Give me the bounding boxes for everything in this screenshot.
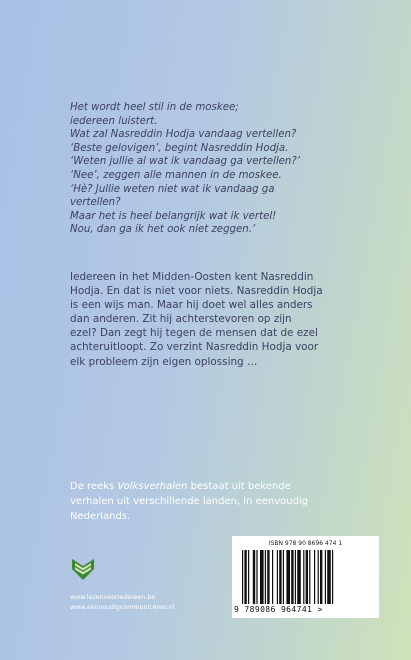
- blurb-line: dan anderen. Zit hij achterstevoren op zijn: [70, 313, 292, 326]
- publisher-link[interactable]: www.eenvoudigcommuniceren.nl: [70, 604, 175, 611]
- series-post: bestaat uit bekende: [187, 481, 291, 492]
- series-pre: De reeks: [70, 481, 118, 492]
- blurb-line: Iedereen in het Midden-Oosten kent Nasreddin: [70, 271, 314, 283]
- quote-line: Het wordt heel stil in de moskee;: [70, 102, 239, 113]
- quote-line: vertellen?: [70, 197, 121, 209]
- quote-line: ‘Weten jullie al wat ik vandaag ga vertellen?’: [70, 156, 301, 168]
- series-line: Nederlands.: [70, 511, 131, 522]
- series-description: [70, 479, 370, 524]
- back-cover-quote: [70, 101, 390, 237]
- quote-line: Nou, dan ga ik het ook niet zeggen.’: [70, 224, 256, 236]
- barcode-number: 9 789086 964741 >: [234, 605, 323, 614]
- publisher-link[interactable]: www.lezenvooriedereen.be: [70, 594, 156, 601]
- book-leaf-icon: [70, 556, 96, 582]
- quote-line: Maar het is heel belangrijk wat ik vertel!: [70, 210, 277, 222]
- quote-line: iedereen luistert.: [70, 115, 158, 127]
- series-line: [70, 479, 370, 494]
- isbn-label: ISBN 978 90 8696 474 1: [268, 540, 343, 547]
- quote-line: ‘Beste gelovigen’, begint Nasreddin Hodja.: [70, 142, 289, 154]
- quote-line: ‘Hè? Jullie weten niet wat ik vandaag ga: [70, 183, 275, 195]
- publisher-links: [70, 593, 175, 613]
- blurb-line: is een wijs man. Maar hij doet wel alles anders: [70, 299, 313, 312]
- series-line: verhalen uit verschillende landen, in eenvoudig: [70, 496, 309, 507]
- quote-line: Wat zal Nasreddin Hodja vandaag vertellen?: [70, 129, 297, 141]
- blurb-line: Hodja. En dat is niet voor niets. Nasreddin Hodja: [70, 285, 323, 298]
- blurb-line: ezel? Dan zegt hij tegen de mensen dat de ezel: [70, 327, 318, 340]
- blurb-line: elk probleem zijn eigen oplossing …: [70, 355, 258, 368]
- barcode-icon: [242, 550, 370, 604]
- barcode-panel: [232, 536, 379, 618]
- blurb-line: achteruitloopt. Zo verzint Nasreddin Hodja voor: [70, 341, 319, 354]
- back-cover-blurb: [70, 270, 370, 369]
- series-title: Volksverhalen: [117, 481, 188, 492]
- quote-line: ‘Nee’, zeggen alle mannen in de moskee.: [70, 169, 282, 181]
